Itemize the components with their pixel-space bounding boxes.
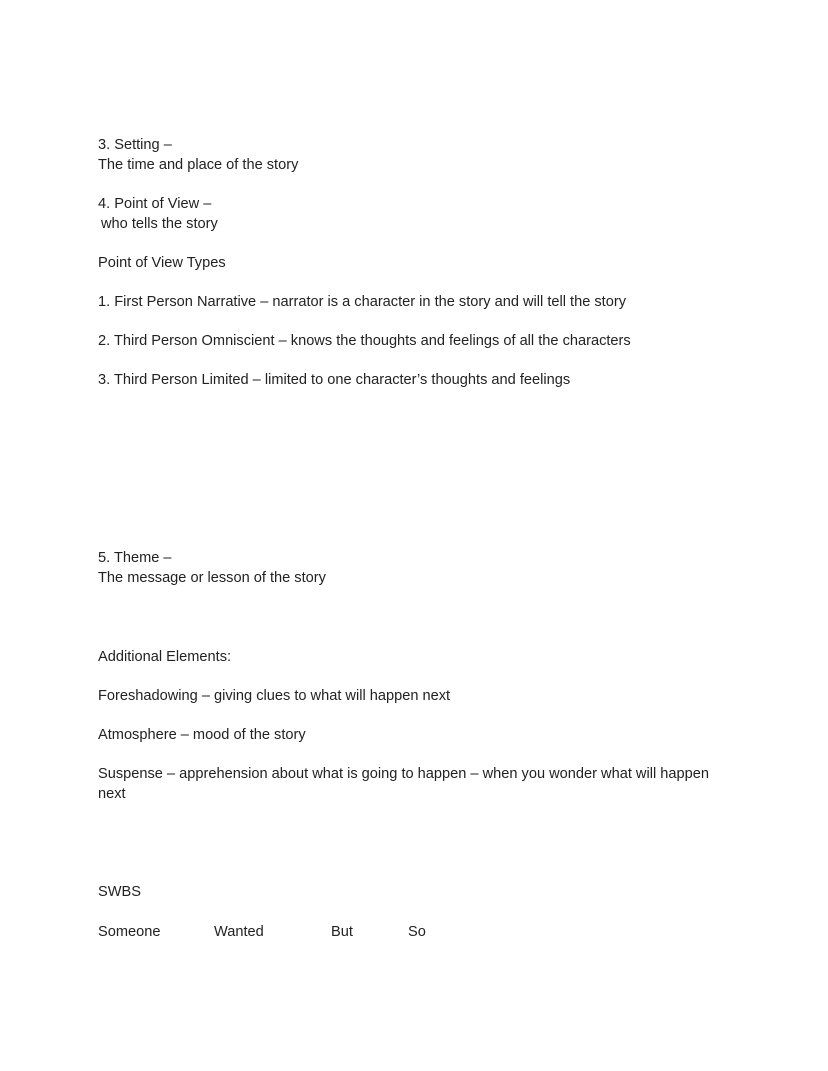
point-of-view-heading: 4. Point of View – — [98, 196, 212, 212]
point-of-view-definition: who tells the story — [101, 216, 218, 232]
point-of-view-type-item: 1. First Person Narrative – narrator is a character in the story and will tell the story — [98, 294, 627, 310]
theme-definition: The message or lesson of the story — [98, 570, 326, 586]
swbs-column-label: Someone — [98, 924, 161, 940]
swbs-column-label: But — [331, 924, 353, 940]
point-of-view-types-heading: Point of View Types — [98, 255, 226, 271]
additional-element-item: Foreshadowing – giving clues to what will happen next — [98, 688, 451, 704]
swbs-heading: SWBS — [98, 884, 141, 900]
setting-definition: The time and place of the story — [98, 157, 299, 173]
setting-heading: 3. Setting – — [98, 137, 172, 153]
theme-heading: 5. Theme – — [98, 550, 172, 566]
swbs-column-label: So — [408, 924, 426, 940]
additional-element-item: Atmosphere – mood of the story — [98, 727, 306, 743]
additional-elements-heading: Additional Elements: — [98, 649, 232, 665]
additional-element-item: Suspense – apprehension about what is going to happen – when you wonder what will happen next — [98, 766, 709, 802]
point-of-view-type-item: 2. Third Person Omniscient – knows the thoughts and feelings of all the characters — [98, 333, 631, 349]
swbs-column-label: Wanted — [214, 924, 264, 940]
point-of-view-type-item: 3. Third Person Limited – limited to one character’s thoughts and feelings — [98, 372, 571, 388]
